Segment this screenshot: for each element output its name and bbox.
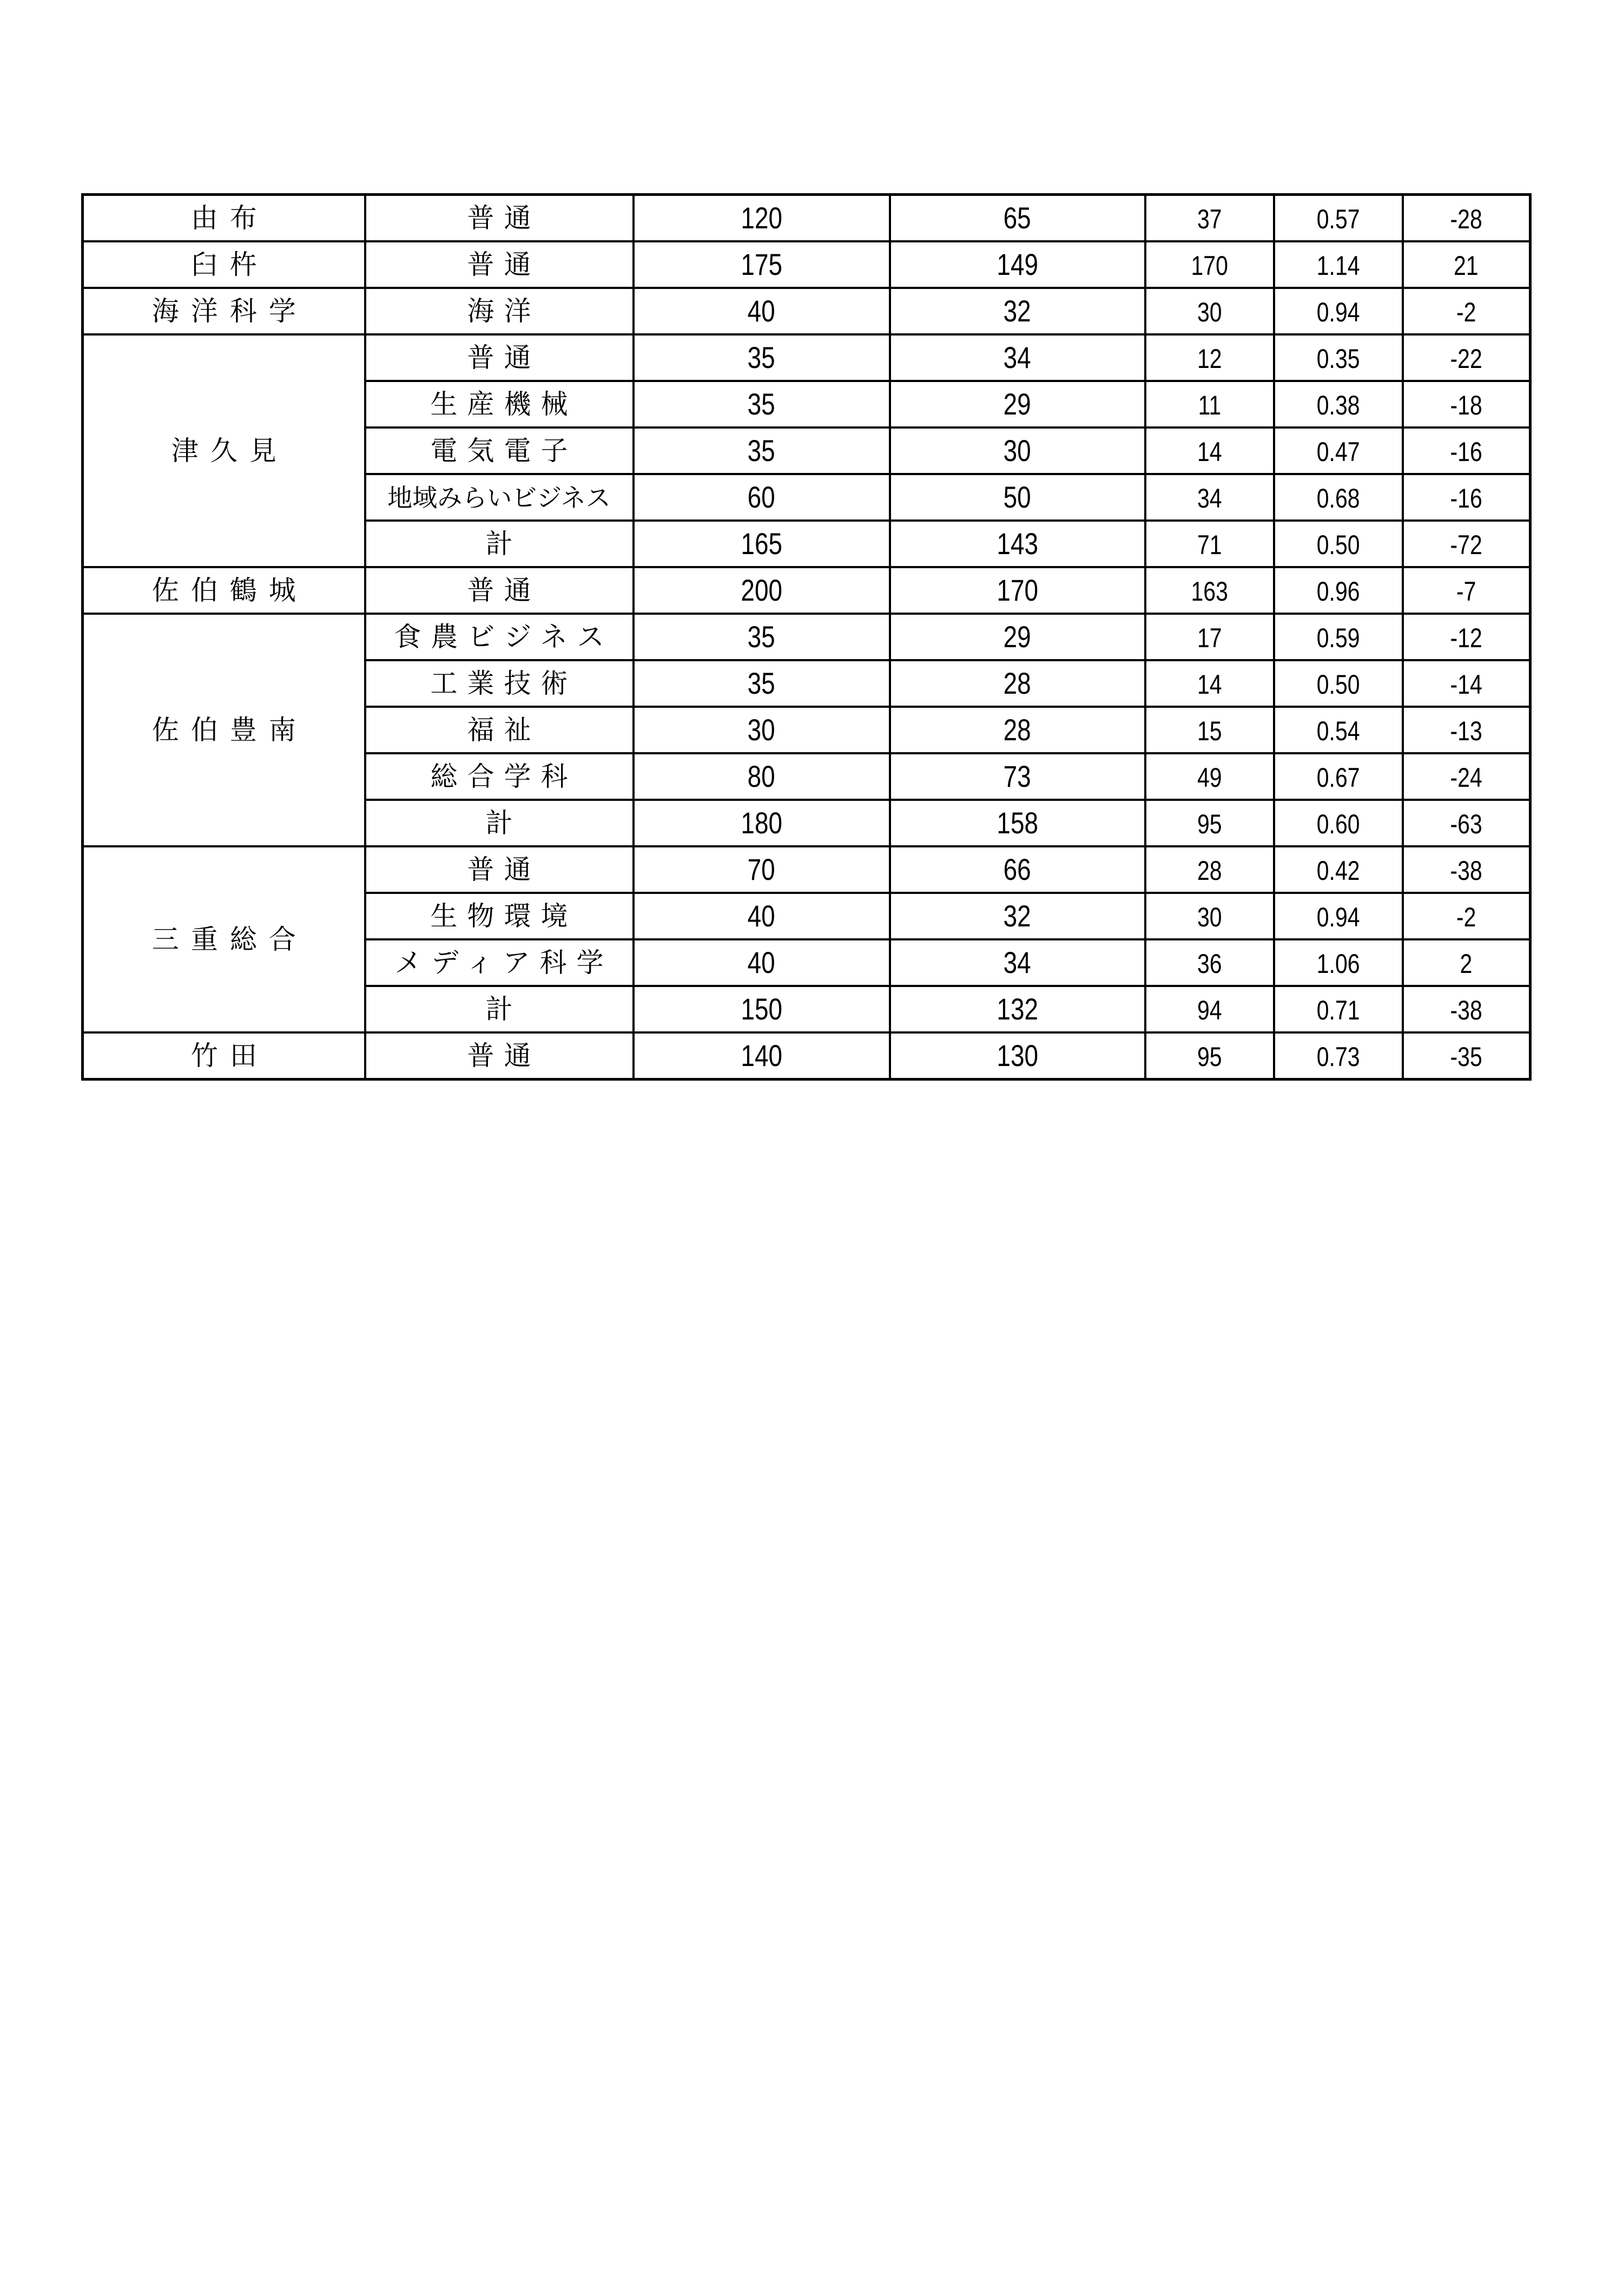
col4-value: 50 bbox=[1003, 480, 1032, 514]
applicants-cell bbox=[1145, 474, 1274, 521]
ratio-cell bbox=[1274, 427, 1403, 474]
capacity-cell bbox=[634, 939, 890, 986]
course-cell bbox=[365, 427, 634, 474]
col4-value: 30 bbox=[1003, 433, 1032, 468]
applicants-value: 170 bbox=[1191, 251, 1228, 281]
course-name: 普通 bbox=[467, 854, 541, 885]
capacity-cell bbox=[634, 521, 890, 567]
school-name: 津久見 bbox=[171, 435, 288, 466]
table-body bbox=[83, 195, 1530, 1080]
applicants-value: 71 bbox=[1197, 530, 1222, 560]
ratio-cell bbox=[1274, 474, 1403, 521]
applicants-cell bbox=[1145, 800, 1274, 846]
col4-cell bbox=[890, 334, 1145, 381]
course-name: 地域みらいビジネス bbox=[387, 483, 611, 512]
capacity-value: 200 bbox=[741, 573, 782, 607]
col4-value: 65 bbox=[1003, 201, 1032, 235]
col4-cell bbox=[890, 614, 1145, 660]
applicants-value: 30 bbox=[1197, 297, 1222, 327]
ratio-cell bbox=[1274, 753, 1403, 800]
applicants-value: 11 bbox=[1198, 390, 1221, 420]
school-name: 佐伯鶴城 bbox=[151, 575, 308, 606]
col4-value: 149 bbox=[997, 247, 1038, 281]
table-row bbox=[83, 1032, 1530, 1080]
difference-value: -18 bbox=[1450, 390, 1482, 420]
capacity-cell bbox=[634, 707, 890, 753]
course-cell bbox=[365, 800, 634, 846]
capacity-value: 40 bbox=[747, 294, 776, 328]
course-cell bbox=[365, 893, 634, 939]
ratio-cell bbox=[1274, 846, 1403, 893]
course-cell bbox=[365, 334, 634, 381]
course-cell bbox=[365, 288, 634, 334]
course-name: 普通 bbox=[467, 342, 541, 373]
difference-value: -16 bbox=[1450, 437, 1482, 467]
ratio-value: 0.59 bbox=[1316, 623, 1360, 653]
difference-value: -28 bbox=[1450, 204, 1482, 234]
ratio-value: 1.06 bbox=[1316, 949, 1360, 979]
ratio-value: 0.50 bbox=[1316, 669, 1360, 700]
difference-value: -14 bbox=[1450, 669, 1482, 700]
col4-cell bbox=[890, 241, 1145, 288]
applicants-value: 163 bbox=[1191, 576, 1228, 607]
course-name: 普通 bbox=[467, 1040, 541, 1071]
capacity-cell bbox=[634, 1032, 890, 1080]
course-name: 食農ビジネス bbox=[394, 621, 614, 653]
applicants-value: 12 bbox=[1197, 344, 1222, 374]
applicants-cell bbox=[1145, 753, 1274, 800]
col4-value: 28 bbox=[1003, 713, 1032, 747]
capacity-cell bbox=[634, 660, 890, 707]
difference-cell bbox=[1403, 846, 1530, 893]
capacity-cell bbox=[634, 241, 890, 288]
school-name-cell bbox=[83, 614, 365, 846]
difference-cell bbox=[1403, 1032, 1530, 1080]
ratio-cell bbox=[1274, 567, 1403, 614]
capacity-value: 140 bbox=[741, 1038, 782, 1073]
course-name: 計 bbox=[485, 807, 523, 839]
applicants-value: 17 bbox=[1197, 623, 1222, 653]
difference-value: 21 bbox=[1454, 251, 1479, 281]
col4-value: 73 bbox=[1003, 759, 1032, 793]
course-name: 普通 bbox=[467, 202, 541, 234]
ratio-cell bbox=[1274, 660, 1403, 707]
capacity-cell bbox=[634, 427, 890, 474]
ratio-value: 0.38 bbox=[1316, 390, 1360, 420]
ratio-value: 0.67 bbox=[1316, 762, 1360, 793]
ratio-cell bbox=[1274, 800, 1403, 846]
difference-value: -16 bbox=[1450, 483, 1482, 514]
ratio-cell bbox=[1274, 893, 1403, 939]
ratio-value: 0.60 bbox=[1316, 809, 1360, 839]
ratio-cell bbox=[1274, 614, 1403, 660]
difference-value: -2 bbox=[1456, 297, 1476, 327]
applicants-value: 49 bbox=[1197, 762, 1222, 793]
course-name: 計 bbox=[485, 528, 523, 560]
capacity-value: 40 bbox=[747, 899, 776, 933]
school-name: 三重総合 bbox=[151, 924, 308, 955]
capacity-value: 35 bbox=[747, 620, 776, 654]
difference-cell bbox=[1403, 614, 1530, 660]
applicants-cell bbox=[1145, 614, 1274, 660]
ratio-cell bbox=[1274, 241, 1403, 288]
applicants-value: 28 bbox=[1197, 856, 1222, 886]
course-name: 福祉 bbox=[467, 714, 541, 746]
difference-value: -72 bbox=[1450, 530, 1482, 560]
applicants-cell bbox=[1145, 334, 1274, 381]
ratio-cell bbox=[1274, 1032, 1403, 1080]
difference-cell bbox=[1403, 800, 1530, 846]
difference-cell bbox=[1403, 986, 1530, 1032]
difference-value: -22 bbox=[1450, 344, 1482, 374]
ratio-cell bbox=[1274, 381, 1403, 427]
school-name-cell bbox=[83, 334, 365, 567]
col4-value: 132 bbox=[997, 992, 1038, 1026]
course-name: 海洋 bbox=[467, 295, 541, 327]
school-name-cell bbox=[83, 288, 365, 334]
course-cell bbox=[365, 474, 634, 521]
applicants-value: 95 bbox=[1197, 809, 1222, 839]
difference-cell bbox=[1403, 381, 1530, 427]
difference-cell bbox=[1403, 241, 1530, 288]
difference-value: -7 bbox=[1456, 576, 1476, 607]
school-name-cell bbox=[83, 195, 365, 242]
capacity-cell bbox=[634, 474, 890, 521]
course-name: 普通 bbox=[467, 249, 541, 280]
school-name: 海洋科学 bbox=[151, 295, 308, 327]
col4-value: 29 bbox=[1003, 620, 1032, 654]
capacity-cell bbox=[634, 334, 890, 381]
course-cell bbox=[365, 846, 634, 893]
col4-value: 170 bbox=[997, 573, 1038, 607]
course-name: 生物環境 bbox=[430, 900, 578, 932]
applicants-value: 30 bbox=[1197, 902, 1222, 932]
capacity-cell bbox=[634, 846, 890, 893]
capacity-value: 165 bbox=[741, 527, 782, 561]
col4-value: 29 bbox=[1003, 387, 1032, 421]
course-cell bbox=[365, 986, 634, 1032]
ratio-cell bbox=[1274, 334, 1403, 381]
applicants-cell bbox=[1145, 986, 1274, 1032]
col4-value: 34 bbox=[1003, 340, 1032, 374]
col4-value: 130 bbox=[997, 1038, 1038, 1073]
course-cell bbox=[365, 1032, 634, 1080]
capacity-cell bbox=[634, 800, 890, 846]
col4-cell bbox=[890, 381, 1145, 427]
difference-value: -38 bbox=[1450, 856, 1482, 886]
col4-value: 66 bbox=[1003, 852, 1032, 886]
capacity-cell bbox=[634, 567, 890, 614]
applicants-cell bbox=[1145, 660, 1274, 707]
course-cell bbox=[365, 939, 634, 986]
ratio-cell bbox=[1274, 521, 1403, 567]
ratio-cell bbox=[1274, 707, 1403, 753]
applicants-cell bbox=[1145, 893, 1274, 939]
difference-cell bbox=[1403, 288, 1530, 334]
col4-cell bbox=[890, 567, 1145, 614]
capacity-value: 175 bbox=[741, 247, 782, 281]
course-cell bbox=[365, 567, 634, 614]
enrollment-table bbox=[81, 193, 1532, 1081]
applicants-cell bbox=[1145, 846, 1274, 893]
capacity-cell bbox=[634, 614, 890, 660]
course-cell bbox=[365, 707, 634, 753]
difference-cell bbox=[1403, 707, 1530, 753]
table-row bbox=[83, 567, 1530, 614]
school-name: 竹田 bbox=[190, 1040, 269, 1071]
applicants-value: 36 bbox=[1197, 949, 1222, 979]
applicants-cell bbox=[1145, 427, 1274, 474]
ratio-value: 0.68 bbox=[1316, 483, 1360, 514]
col4-value: 28 bbox=[1003, 666, 1032, 700]
difference-value: -24 bbox=[1450, 762, 1482, 793]
col4-cell bbox=[890, 521, 1145, 567]
course-cell bbox=[365, 614, 634, 660]
capacity-value: 35 bbox=[747, 433, 776, 468]
ratio-cell bbox=[1274, 195, 1403, 242]
ratio-value: 0.54 bbox=[1316, 716, 1360, 746]
table-row bbox=[83, 334, 1530, 381]
table-row bbox=[83, 195, 1530, 242]
col4-cell bbox=[890, 753, 1145, 800]
col4-cell bbox=[890, 660, 1145, 707]
course-name: 生産機械 bbox=[430, 389, 578, 420]
school-name: 佐伯豊南 bbox=[151, 714, 308, 746]
col4-cell bbox=[890, 195, 1145, 242]
col4-cell bbox=[890, 474, 1145, 521]
col4-value: 32 bbox=[1003, 294, 1032, 328]
col4-value: 143 bbox=[997, 527, 1038, 561]
school-name-cell bbox=[83, 1032, 365, 1080]
difference-value: -13 bbox=[1450, 716, 1482, 746]
capacity-value: 35 bbox=[747, 387, 776, 421]
col4-cell bbox=[890, 1032, 1145, 1080]
capacity-value: 120 bbox=[741, 201, 782, 235]
capacity-cell bbox=[634, 893, 890, 939]
applicants-value: 37 bbox=[1197, 204, 1222, 234]
capacity-cell bbox=[634, 753, 890, 800]
course-name: メディア科学 bbox=[394, 947, 613, 978]
difference-cell bbox=[1403, 474, 1530, 521]
applicants-value: 95 bbox=[1197, 1042, 1222, 1072]
capacity-cell bbox=[634, 381, 890, 427]
table-row bbox=[83, 614, 1530, 660]
ratio-value: 1.14 bbox=[1316, 251, 1360, 281]
capacity-value: 35 bbox=[747, 340, 776, 374]
ratio-value: 0.71 bbox=[1316, 995, 1360, 1025]
applicants-cell bbox=[1145, 241, 1274, 288]
capacity-value: 80 bbox=[747, 759, 776, 793]
difference-cell bbox=[1403, 893, 1530, 939]
applicants-value: 14 bbox=[1197, 669, 1222, 700]
col4-cell bbox=[890, 800, 1145, 846]
school-name: 由布 bbox=[190, 202, 269, 234]
ratio-value: 0.47 bbox=[1316, 437, 1360, 467]
capacity-value: 35 bbox=[747, 666, 776, 700]
course-cell bbox=[365, 381, 634, 427]
school-name-cell bbox=[83, 567, 365, 614]
course-cell bbox=[365, 660, 634, 707]
difference-cell bbox=[1403, 660, 1530, 707]
course-cell bbox=[365, 753, 634, 800]
applicants-cell bbox=[1145, 707, 1274, 753]
col4-cell bbox=[890, 939, 1145, 986]
difference-cell bbox=[1403, 427, 1530, 474]
ratio-value: 0.42 bbox=[1316, 856, 1360, 886]
difference-cell bbox=[1403, 567, 1530, 614]
difference-cell bbox=[1403, 521, 1530, 567]
applicants-cell bbox=[1145, 1032, 1274, 1080]
difference-value: -63 bbox=[1450, 809, 1482, 839]
col4-value: 34 bbox=[1003, 945, 1032, 979]
difference-value: -12 bbox=[1450, 623, 1482, 653]
col4-cell bbox=[890, 288, 1145, 334]
col4-cell bbox=[890, 707, 1145, 753]
capacity-value: 30 bbox=[747, 713, 776, 747]
capacity-value: 40 bbox=[747, 945, 776, 979]
col4-value: 158 bbox=[997, 806, 1038, 840]
col4-value: 32 bbox=[1003, 899, 1032, 933]
col4-cell bbox=[890, 986, 1145, 1032]
ratio-cell bbox=[1274, 939, 1403, 986]
col4-cell bbox=[890, 427, 1145, 474]
applicants-cell bbox=[1145, 939, 1274, 986]
capacity-value: 60 bbox=[747, 480, 776, 514]
course-cell bbox=[365, 195, 634, 242]
ratio-cell bbox=[1274, 288, 1403, 334]
difference-cell bbox=[1403, 939, 1530, 986]
table-row bbox=[83, 288, 1530, 334]
ratio-cell bbox=[1274, 986, 1403, 1032]
capacity-value: 150 bbox=[741, 992, 782, 1026]
ratio-value: 0.94 bbox=[1316, 297, 1360, 327]
difference-value: 2 bbox=[1460, 949, 1473, 979]
ratio-value: 0.96 bbox=[1316, 576, 1360, 607]
course-name: 電気電子 bbox=[430, 435, 578, 466]
difference-cell bbox=[1403, 195, 1530, 242]
course-name: 総合学科 bbox=[430, 761, 578, 792]
course-name: 計 bbox=[485, 994, 523, 1025]
col4-cell bbox=[890, 893, 1145, 939]
applicants-value: 14 bbox=[1197, 437, 1222, 467]
capacity-value: 180 bbox=[741, 806, 782, 840]
applicants-value: 94 bbox=[1197, 995, 1222, 1025]
applicants-cell bbox=[1145, 381, 1274, 427]
table-row bbox=[83, 846, 1530, 893]
ratio-value: 0.73 bbox=[1316, 1042, 1360, 1072]
applicants-value: 34 bbox=[1197, 483, 1222, 514]
ratio-value: 0.57 bbox=[1316, 204, 1360, 234]
course-cell bbox=[365, 521, 634, 567]
school-name-cell bbox=[83, 241, 365, 288]
difference-cell bbox=[1403, 334, 1530, 381]
difference-value: -2 bbox=[1456, 902, 1476, 932]
capacity-cell bbox=[634, 195, 890, 242]
applicants-cell bbox=[1145, 195, 1274, 242]
difference-cell bbox=[1403, 753, 1530, 800]
applicants-cell bbox=[1145, 288, 1274, 334]
course-cell bbox=[365, 241, 634, 288]
ratio-value: 0.50 bbox=[1316, 530, 1360, 560]
school-name-cell bbox=[83, 846, 365, 1032]
school-name: 臼杵 bbox=[190, 249, 269, 280]
course-name: 工業技術 bbox=[430, 668, 578, 699]
applicants-cell bbox=[1145, 567, 1274, 614]
capacity-cell bbox=[634, 986, 890, 1032]
applicants-value: 15 bbox=[1197, 716, 1222, 746]
capacity-cell bbox=[634, 288, 890, 334]
table-row bbox=[83, 241, 1530, 288]
course-name: 普通 bbox=[467, 575, 541, 606]
ratio-value: 0.94 bbox=[1316, 902, 1360, 932]
ratio-value: 0.35 bbox=[1316, 344, 1360, 374]
applicants-cell bbox=[1145, 521, 1274, 567]
capacity-value: 70 bbox=[747, 852, 776, 886]
col4-cell bbox=[890, 846, 1145, 893]
difference-value: -38 bbox=[1450, 995, 1482, 1025]
difference-value: -35 bbox=[1450, 1042, 1482, 1072]
